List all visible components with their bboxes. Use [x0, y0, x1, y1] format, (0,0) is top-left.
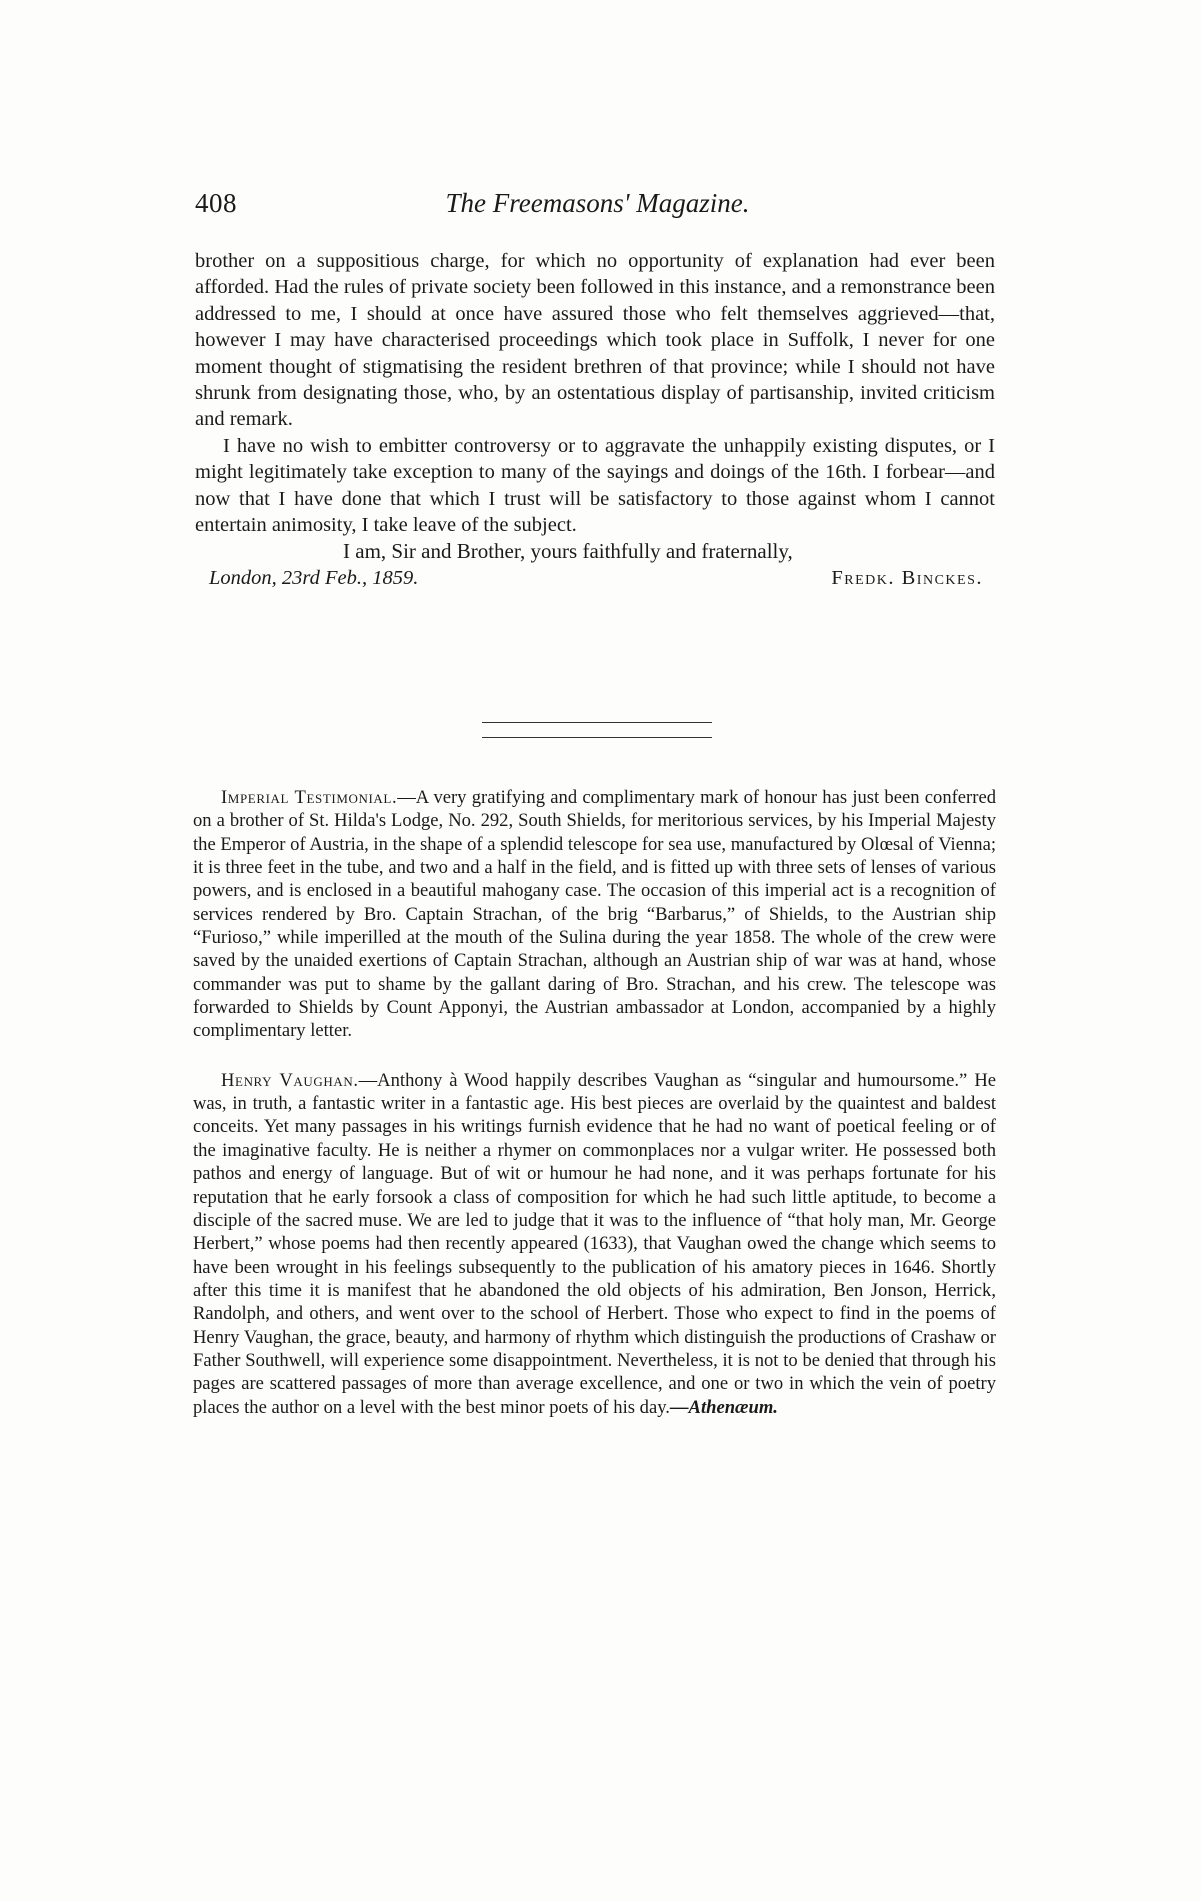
letter-signoff	[195, 565, 995, 592]
page-number: 408	[195, 188, 237, 218]
letter-paragraph: I have no wish to embitter controversy or to aggravate the unhappily existing disputes, or I might legitimately take exception to many of the sayings and doings of the 16th. I forbear—and now that I have done that which I trust will be satisfactory to those against whom I cannot entertain animosity, I take leave of the subject.	[195, 434, 995, 537]
divider-rule	[482, 737, 712, 738]
letter-paragraph: brother on a suppositious charge, for which no opportunity of explanation had ever been afforded. Had the rules of private society been followed in this instance, and a remonstrance been addressed to me, I should at once have assured those who felt themselves aggrieved—that, however I may have characterised proceedings which took place in Suffolk, I never for one moment thought of stigmatising the resident brethren of that province; while I should not have shrunk from designating those, who, by an ostentatious display of partisanship, invited criticism and remark.	[195, 250, 995, 431]
article-heading: Imperial Testimonial.	[221, 787, 398, 808]
article-heading: Henry Vaughan.	[221, 1069, 359, 1091]
letter-closing: I am, Sir and Brother, yours faithfully and fraternally,	[343, 539, 793, 564]
letter-continuation	[195, 248, 995, 592]
running-head	[195, 188, 1000, 228]
divider-rule	[482, 722, 712, 723]
article-henry-vaughan	[193, 1069, 996, 1419]
article-source: —Athenæum.	[669, 1396, 778, 1418]
letter-dateline: London, 23rd Feb., 1859.	[209, 567, 419, 590]
article-body: —Anthony à Wood happily describes Vaughan as “singular and humoursome.” He was, in truth, a fantastic writer in a fantastic age. His best pieces are overlaid by the quaintest and baldest conceits. Yet many passages in his writings furnish evidence that he had no want of poetical feeling or of the imaginative faculty. He is neither a rhymer on commonplaces nor a vulgar writer. He possessed both pathos and energy of language. But of wit or humour he had none, and it was perhaps fortunate for his reputation that he early forsook a class of composition for which he had such little aptitude, to become a disciple of the sacred muse. We are led to judge that it was to the influence of “that holy man, Mr. George Herbert,” whose poems had then recently appeared (1633), that Vaughan owed the change which seems to have been wrought in his feelings subsequently to the publication of his amatory pieces in 1646. Shortly after this time it is manifest that he abandoned the old objects of his admiration, Ben Jonson, Herrick, Randolph, and others, and went over to the school of Herbert. Those who expect to find in the poems of Henry Vaughan, the grace, beauty, and harmony of rhythm which distinguish the productions of Crashaw or Father Southwell, will experience some disappointment. Nevertheless, it is not to be denied that through his pages are scattered passages of more than average excellence, and one or two in which the vein of poetry places the author on a level with the best minor poets of his day.	[193, 1069, 996, 1418]
article-imperial-testimonial	[193, 786, 996, 1043]
section-divider	[477, 722, 717, 742]
article-body: —A very gratifying and complimentary mark of honour has just been conferred on a brother of St. Hilda's Lodge, No. 292, South Shields, for meritorious services, by his Imperial Majesty the Emperor of Austria, in the shape of a splendid telescope for sea use, manufactured by Olœsal of Vienna; it is three feet in the tube, and two and a half in the field, and is fitted up with three sets of lenses of various powers, and is enclosed in a beautiful mahogany case. The occasion of this imperial act is a recognition of services rendered by Bro. Captain Strachan, of the brig “Barbarus,” of Shields, to the Austrian ship “Furioso,” while imperilled at the mouth of the Sulina during the year 1858. The whole of the crew were saved by the unaided exertions of Captain Strachan, although an Austrian ship of war was at hand, whose commander was put to shame by the gallant daring of Bro. Strachan, and his crew. The telescope was forwarded to Shields by Count Apponyi, the Austrian ambassador at London, accompanied by a highly complimentary letter.	[193, 787, 996, 1042]
news-articles	[193, 786, 996, 1419]
journal-title: The Freemasons' Magazine.	[445, 188, 750, 218]
letter-signature: Fredk. Binckes.	[831, 567, 983, 590]
